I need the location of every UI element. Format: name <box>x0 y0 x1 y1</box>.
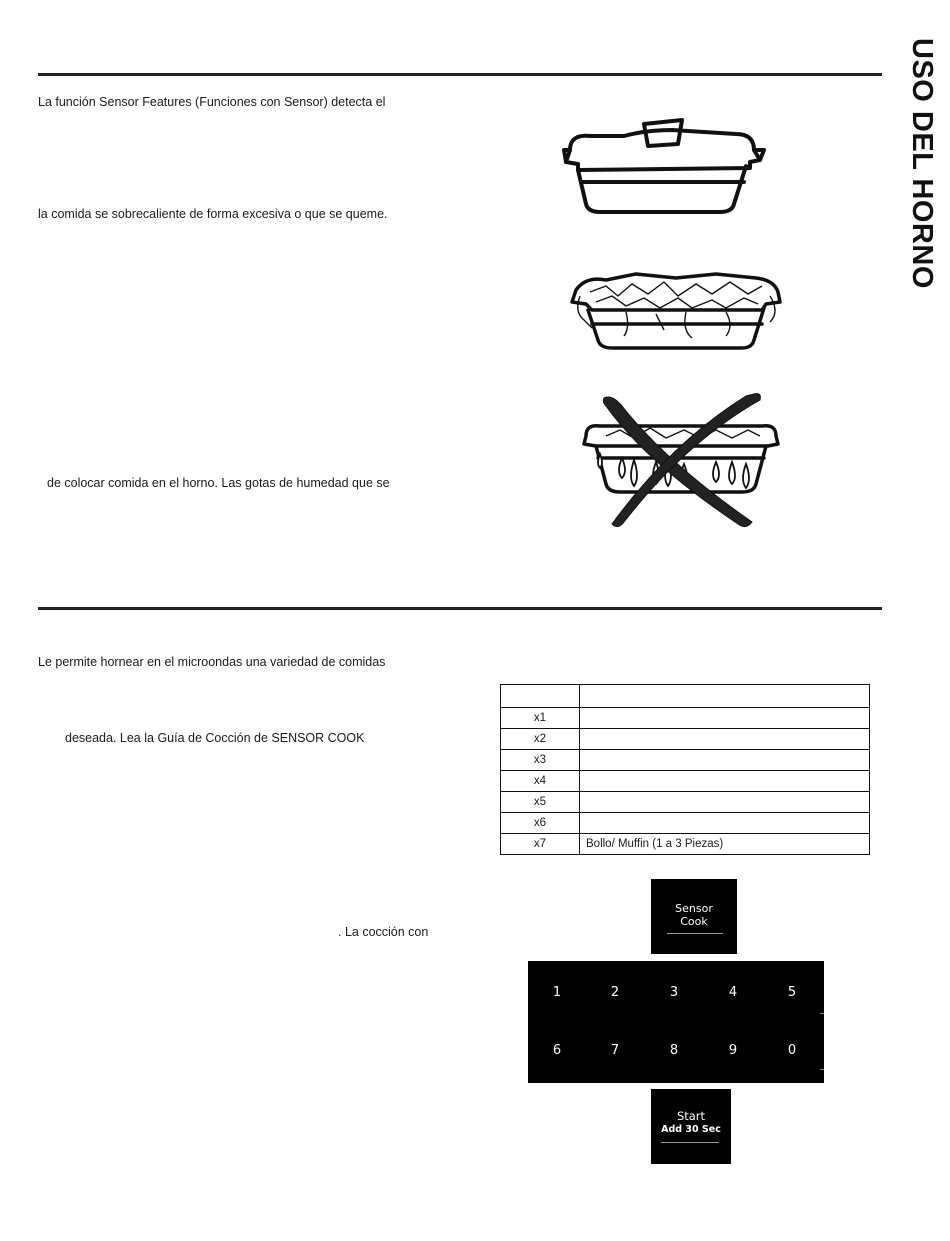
table-row <box>501 813 870 834</box>
table-cell-number: x3 <box>501 750 580 771</box>
sensor-cook-table <box>500 684 870 855</box>
bake-text-line-2: deseada. Lea la Guía de Cocción de SENSOR COOK <box>65 731 365 745</box>
key-4[interactable]: 4 <box>728 985 738 1000</box>
table-row <box>501 792 870 813</box>
table-cell-description <box>580 792 870 813</box>
table-cell-description <box>580 771 870 792</box>
sensor-cook-label-line-1: Sensor <box>675 902 713 915</box>
key-2[interactable]: 2 <box>610 985 620 1000</box>
table-header-cell <box>501 685 580 708</box>
table-row <box>501 771 870 792</box>
start-underline <box>661 1142 719 1143</box>
sensor-text-line-3: de colocar comida en el horno. Las gotas de humedad que se <box>47 476 390 490</box>
section-divider-top <box>38 73 882 76</box>
table-row <box>501 708 870 729</box>
table-row <box>501 729 870 750</box>
sensor-text-line-2: la comida se sobrecaliente de forma excesiva o que se queme. <box>38 207 388 221</box>
key-1[interactable]: 1 <box>552 985 562 1000</box>
table-cell-description <box>580 750 870 771</box>
side-tab <box>904 38 940 318</box>
sensor-text-line-1: La función Sensor Features (Funciones con Sensor) detecta el <box>38 95 386 109</box>
sensor-cook-underline <box>667 933 723 934</box>
wrapped-dish-icon <box>566 268 786 354</box>
sensor-cook-button[interactable] <box>651 879 737 954</box>
start-label-line-1: Start <box>676 1109 706 1123</box>
key-5[interactable]: 5 <box>787 985 797 1000</box>
number-keypad <box>528 961 824 1083</box>
table-cell-description <box>580 729 870 750</box>
bake-text-line-3: . La cocción con <box>338 925 429 939</box>
section-divider-middle <box>38 607 882 610</box>
table-header-cell <box>580 685 870 708</box>
table-cell-description: Bollo/ Muffin (1 a 3 Piezas) <box>580 834 870 855</box>
keypad-edge-mark <box>820 1013 824 1014</box>
table-cell-number: x1 <box>501 708 580 729</box>
sensor-cook-label-line-2: Cook <box>680 915 708 928</box>
table-row <box>501 834 870 855</box>
table-cell-description <box>580 813 870 834</box>
start-label-line-2: Add 30 Sec <box>661 1124 721 1135</box>
table-row <box>501 750 870 771</box>
table-cell-number: x5 <box>501 792 580 813</box>
key-8[interactable]: 8 <box>669 1043 679 1058</box>
side-tab-title: USO DEL HORNO <box>906 38 938 289</box>
table-cell-description <box>580 708 870 729</box>
key-3[interactable]: 3 <box>669 985 679 1000</box>
key-0[interactable]: 0 <box>787 1043 797 1058</box>
covered-casserole-icon <box>560 116 770 220</box>
table-cell-number: x2 <box>501 729 580 750</box>
key-6[interactable]: 6 <box>552 1043 562 1058</box>
crossed-out-wet-dish-icon <box>576 392 786 532</box>
key-7[interactable]: 7 <box>610 1043 620 1058</box>
table-cell-number: x4 <box>501 771 580 792</box>
key-9[interactable]: 9 <box>728 1043 738 1058</box>
table-header-row <box>501 685 870 708</box>
start-button[interactable] <box>651 1089 731 1164</box>
keypad-edge-mark <box>820 1069 824 1070</box>
bake-text-line-1: Le permite hornear en el microondas una variedad de comidas <box>38 655 386 669</box>
table-cell-number: x7 <box>501 834 580 855</box>
table-cell-number: x6 <box>501 813 580 834</box>
